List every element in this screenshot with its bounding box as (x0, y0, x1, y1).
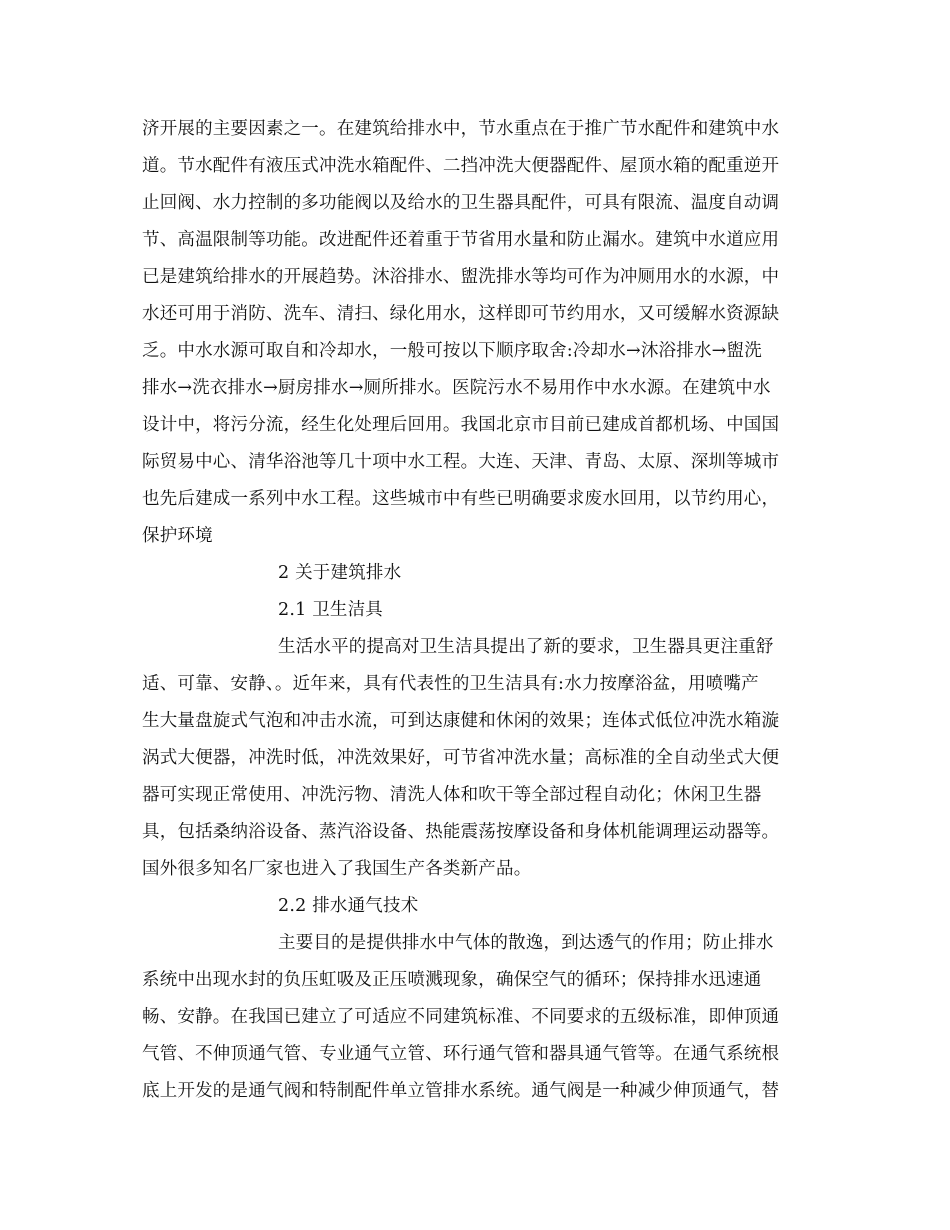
body-text-line: 节、高温限制等功能。改进配件还着重于节省用水量和防止漏水。建筑中水道应用 (142, 230, 780, 250)
body-text-line: 气管、不伸顶通气管、专业通气立管、环行通气管和器具通气管等。在通气系统根 (142, 1044, 780, 1064)
body-text-line: 也先后建成一系列中水工程。这些城市中有些已明确要求废水回用，以节约用心， (142, 489, 780, 509)
body-text-line: 道。节水配件有液压式冲洗水箱配件、二挡冲洗大便器配件、屋顶水箱的配重逆开 (142, 156, 780, 176)
body-text-line: 排水→洗衣排水→厨房排水→厕所排水。医院污水不易用作中水水源。在建筑中水 (142, 378, 771, 398)
body-text-line: 止回阀、水力控制的多功能阀以及给水的卫生器具配件，可具有限流、温度自动调 (142, 193, 780, 213)
body-text-line: 涡式大便器，冲洗时低，冲洗效果好，可节省冲洗水量；高标准的全自动坐式大便 (142, 748, 780, 768)
body-text-line: 已是建筑给排水的开展趋势。沐浴排水、盥洗排水等均可作为冲厕用水的水源，中 (142, 267, 780, 287)
body-text-line: 际贸易中心、清华浴池等几十项中水工程。大连、天津、青岛、太原、深圳等城市 (142, 452, 780, 472)
body-text-line: 器可实现正常使用、冲洗污物、清洗人体和吹干等全部过程自动化；休闲卫生器 (142, 785, 762, 805)
section-heading: 2 关于建筑排水 (278, 563, 402, 583)
body-text-line: 国外很多知名厂家也进入了我国生产各类新产品。 (142, 859, 532, 879)
body-text-line: 保护环境 (142, 526, 213, 546)
body-text-line: 生活水平的提高对卫生洁具提出了新的要求，卫生器具更注重舒 (278, 637, 774, 657)
body-text-line: 适、可靠、安静、。近年来，具有代表性的卫生洁具有:水力按摩浴盆，用喷嘴产 (142, 674, 759, 694)
body-text-line: 主要目的是提供排水中气体的散逸，到达透气的作用；防止排水 (278, 933, 774, 953)
body-text-line: 底上开发的是通气阀和特制配件单立管排水系统。通气阀是一种减少伸顶通气，替 (142, 1081, 780, 1101)
body-text-line: 生大量盘旋式气泡和冲击水流，可到达康健和休闲的效果；连体式低位冲洗水箱漩 (142, 711, 780, 731)
body-text-line: 乏。中水水源可取自和冷却水，一般可按以下顺序取舍:冷却水→沐浴排水→盥洗 (142, 341, 762, 361)
subsection-heading: 2.2 排水通气技术 (278, 896, 419, 916)
body-text-line: 济开展的主要因素之一。在建筑给排水中，节水重点在于推广节水配件和建筑中水 (142, 119, 780, 139)
body-text-line: 具，包括桑纳浴设备、蒸汽浴设备、热能震荡按摩设备和身体机能调理运动器等。 (142, 822, 780, 842)
body-text-line: 畅、安静。在我国已建立了可适应不同建筑标准、不同要求的五级标准，即伸顶通 (142, 1007, 780, 1027)
subsection-heading: 2.1 卫生洁具 (278, 600, 383, 620)
body-text-line: 系统中出现水封的负压虹吸及正压喷溅现象，确保空气的循环；保持排水迅速通 (142, 970, 762, 990)
body-text-line: 水还可用于消防、洗车、清扫、绿化用水，这样即可节约用水，又可缓解水资源缺 (142, 304, 780, 324)
body-text-line: 设计中，将污分流，经生化处理后回用。我国北京市目前已建成首都机场、中国国 (142, 415, 780, 435)
